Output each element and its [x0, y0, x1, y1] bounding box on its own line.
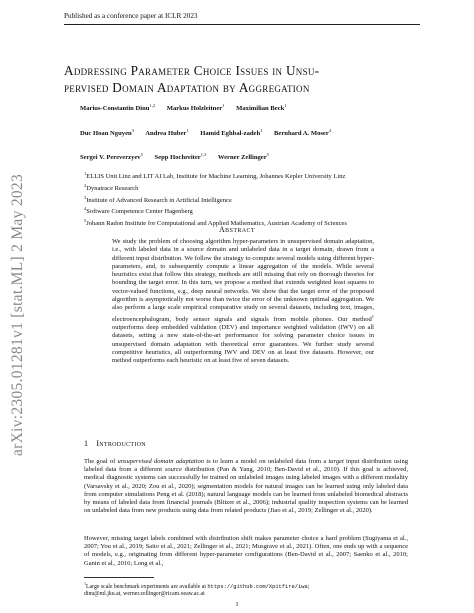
footnote	[84, 580, 414, 599]
abstract-body: We study the problem of choosing algorithm hyper-parameters in unsupervised domain adaptation, i.e., with labeled data in a source domain and unlabeled data in a target domain, drawn from a different input distribution. We follow the strategy to compute several models using different hyper-parameters, and, to subsequently compute a linear aggregation of the models. While several heuristics exist that follow this strategy, methods are still missing that rely on thorough theories for bounding the target error. In this turn, we propose a method that extends weighted least squares to vector-valued functions, e.g., deep neural networks. We show that the target error of the proposed algorithm is asymptotically not worse than twice the error of the unknown optimal aggregation. We also perform a large scale empirical comparative study on several datasets, including text, images, electroencephalogram, body sensor signals and signals from mobile phones. Our method$^1$ outperforms deep embedded validation (DEV) and importance weighted validation (IWV) on all datasets, setting a new state-of-the-art performance for solving parameter choice issues in unsupervised domain adaptation with theoretical error guarantees. We further study several competitive heuristics, all outperforming IWV and DEV on at least five datasets. However, our method outperforms each heuristic on at least five of seven datasets.	[112, 238, 374, 365]
arxiv-stamp	[6, 150, 30, 480]
intro-paragraph-1: The goal of unsupervised domain adaptation is to learn a model on unlabeled data from a target input distribution using labeled data from a different source distribution (Pan & Yang, 2010; Ben-David et al., 2010). If this goal is achieved, medical diagnostic systems can successfully be trained on unlabeled images using labeled images with a different modality (Varsavsky et al., 2020; Zou et al., 2020); segmentation models for natural images can be learned using only labeled data from computer simulations Peng et al. (2018); natural language models can be learned from unlabeled biomedical abstracts by means of labeled data from financial journals (Blitzer et al., 2006); industrial quality inspection systems can be learned on unlabeled data from new products using data from related products (Jiao et al., 2019; Zellinger et al., 2020).	[84, 458, 408, 515]
affiliation: $^1$ELLIS Unit Linz and LIT AI Lab, Institute for Machine Learning, Johannes Kepler University Linz	[84, 171, 346, 181]
author: Werner Zellinger$^5$	[217, 152, 269, 162]
title-line-2: pervised Domain Adaptation by Aggregation	[64, 80, 310, 95]
author: Bernhard A. Moser$^4$	[274, 128, 332, 138]
affiliation: $^2$Dynatrace Research	[84, 182, 139, 192]
affiliation: $^3$Institute of Advanced Research in Artificial Intelligence	[84, 194, 232, 204]
affiliation: $^5$Johann Radon Institute for Computational and Applied Mathematics, Austrian Academy of Sciences	[84, 218, 347, 228]
author: Hamid Eghbal-zadeh$^1$	[200, 128, 263, 138]
header-rule	[64, 24, 420, 25]
repository-link[interactable]: https://github.com/Xpitfire/iwa	[207, 583, 308, 590]
footnote-marker[interactable]: 1	[371, 313, 374, 319]
running-header: Published as a conference paper at ICLR 2023	[64, 12, 198, 20]
intro-paragraph-2: However, missing target labels combined with distribution shift makes parameter choice a hard problem (Sugiyama et al., 2007; You et al., 2019; Saito et al., 2021; Zellinger et al., 2021; Musgrave et al., 2021). Often, one ends up with a sequence of models, e.g., originating from different hyper-parameter configurations (Ben-David et al., 2007; Saenko et al., 2010; Ganin et al., 2016; Long et al.,	[84, 535, 408, 567]
author-row-2	[80, 128, 341, 137]
arxiv-id-text: arXiv:2305.01281v1 [stat.ML] 2 May 2023	[9, 173, 26, 457]
author: Sergei V. Pereverzyev$^5$	[80, 152, 143, 162]
page-number: 1	[235, 601, 239, 608]
section-heading-introduction: 1 Introduction	[84, 439, 146, 448]
footnote-line-1: $^1$Large scale benchmark experiments are available at https://github.com/Xpitfire/iwa;	[84, 581, 310, 590]
paper-title	[64, 62, 414, 96]
author: Maximilian Beck$^1$	[236, 103, 287, 113]
author-row-1	[80, 103, 297, 112]
affiliation: $^4$Software Competence Center Hagenberg	[84, 206, 193, 216]
author: Sepp Hochreiter$^{1,3}$	[154, 152, 207, 162]
author: Marius-Constantin Dinu$^{1,2}$	[80, 103, 156, 113]
footnote-line-2: dinu@ml.jku.at, werner.zellinger@ricam.oeaw.ac.at	[84, 591, 205, 598]
affiliations	[84, 170, 424, 229]
author: Andrea Huber$^1$	[145, 128, 189, 138]
title-line-1: Addressing Parameter Choice Issues in Unsu-	[64, 63, 320, 78]
author: Markus Holzleitner$^1$	[166, 103, 225, 113]
footnote-rule	[84, 577, 154, 578]
abstract-heading: Abstract	[219, 225, 255, 234]
author-row-3	[80, 152, 279, 161]
author: Duc Hoan Nguyen$^3$	[80, 128, 134, 138]
